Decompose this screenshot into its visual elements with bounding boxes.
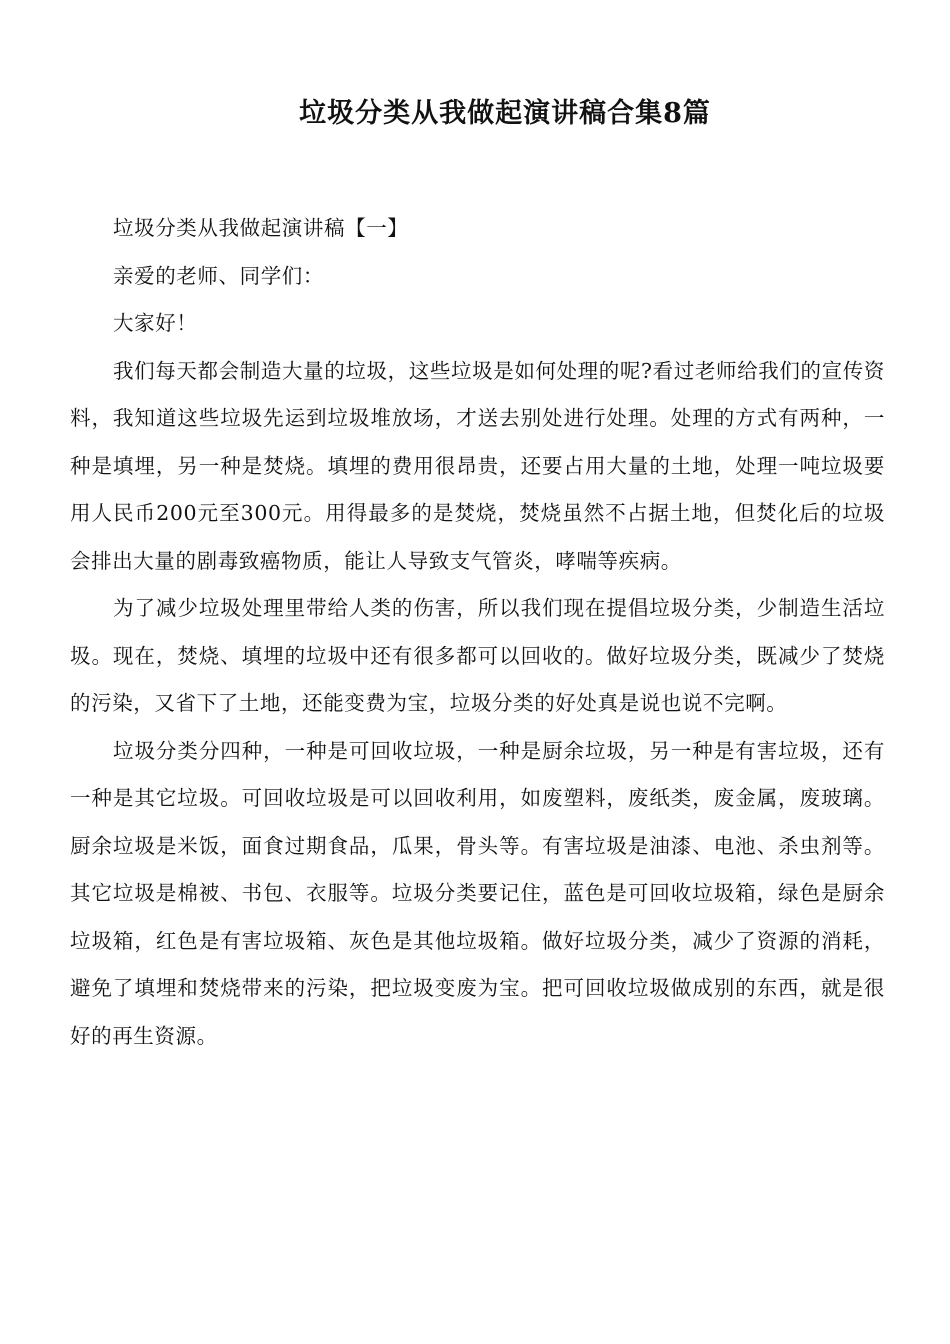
- paragraph-reduce-harm: 为了减少垃圾处理里带给人类的伤害，所以我们现在提倡垃圾分类，少制造生活垃圾。现在，焚烧、填埋的垃圾中还有很多都可以回收的。做好垃圾分类，既减少了焚烧的污染，又省下了土地，还能变费为宝，垃圾分类的好处真是说也说不完啊。: [70, 596, 885, 715]
- paragraph-processing: 我们每天都会制造大量的垃圾，这些垃圾是如何处理的呢?看过老师给我们的宣传资料，我知道这些垃圾先运到垃圾堆放场，才送去别处进行处理。处理的方式有两种，一种是填埋，另一种是焚烧。填埋的费用很昂贵，还要占用大量的土地，处理一吨垃圾要用人民币200元至300元。用得最多的是焚烧，焚烧虽然不占据土地，但焚化后的垃圾会排出大量的剧毒致癌物质，能让人导致支气管炎，哮喘等疾病。: [70, 358, 885, 573]
- document-title: 垃圾分类从我做起演讲稿合集8篇: [299, 98, 711, 129]
- section-heading: 垃圾分类从我做起演讲稿【一】: [113, 216, 409, 240]
- document-body: [70, 205, 885, 1060]
- paragraph-four-categories: 垃圾分类分四种，一种是可回收垃圾，一种是厨余垃圾，另一种是有害垃圾，还有一种是其它垃圾。可回收垃圾是可以回收利用，如废塑料，废纸类，废金属，废玻璃。厨余垃圾是米饭，面食过期食品，瓜果，骨头等。有害垃圾是油漆、电池、杀虫剂等。其它垃圾是棉被、书包、衣服等。垃圾分类要记住，蓝色是可回收垃圾箱，绿色是厨余垃圾箱，红色是有害垃圾箱、灰色是其他垃圾箱。做好垃圾分类，减少了资源的消耗，避免了填埋和焚烧带来的污染，把垃圾变废为宝。把可回收垃圾做成别的东西，就是很好的再生资源。: [70, 738, 885, 1048]
- salutation: 亲爱的老师、同学们：: [113, 263, 324, 288]
- greeting: 大家好！: [113, 311, 198, 335]
